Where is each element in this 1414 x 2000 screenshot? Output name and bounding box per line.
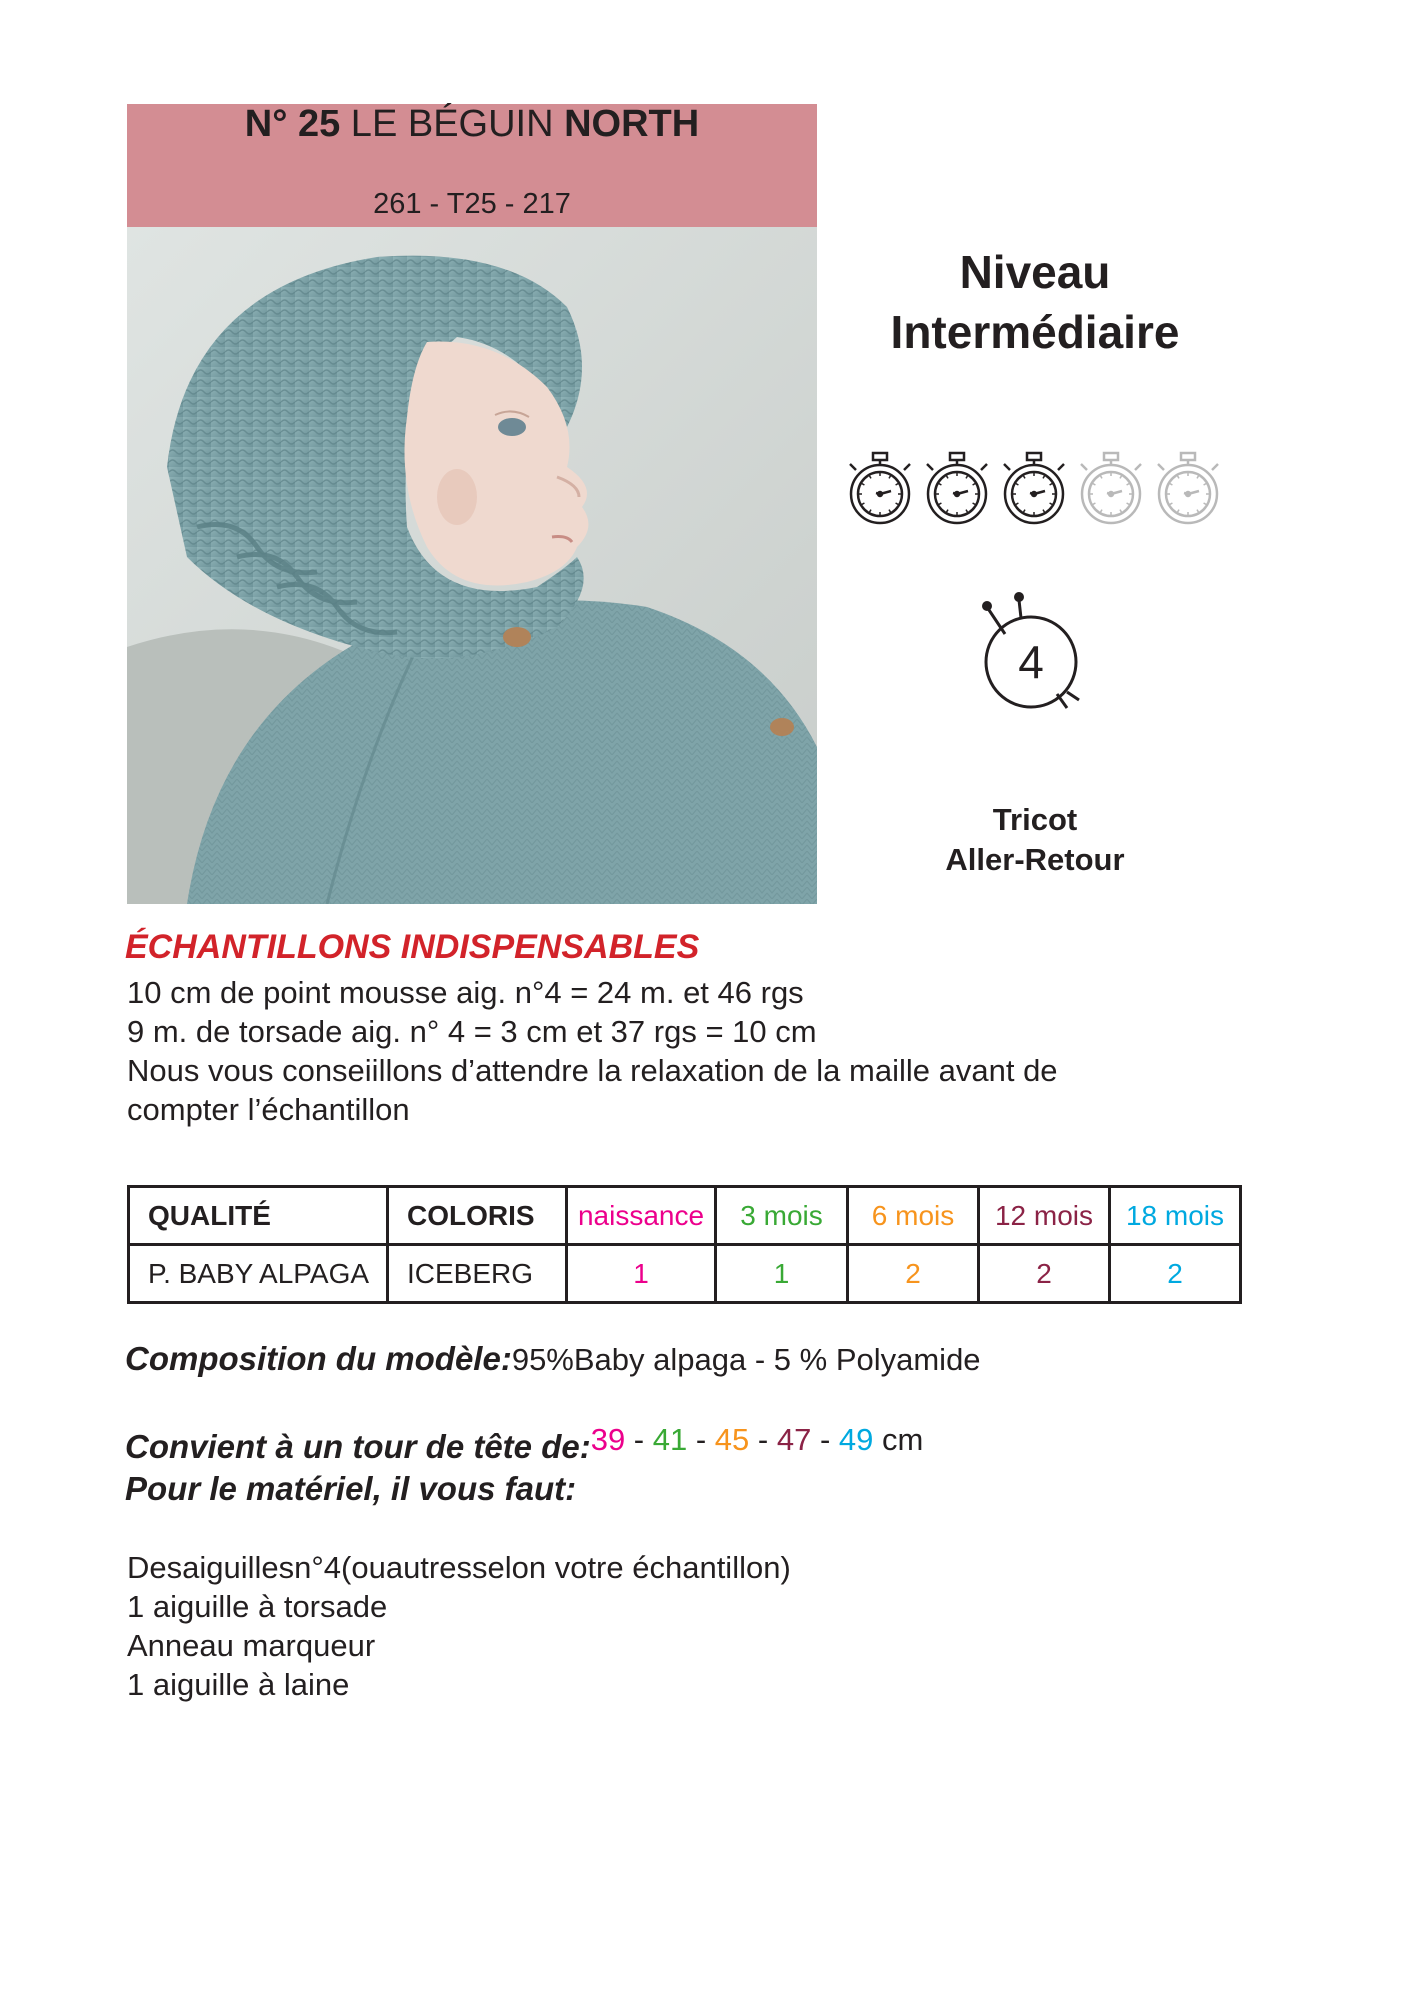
- needle-size: 4: [1018, 636, 1044, 688]
- yarn-quantity-table: [127, 1185, 1242, 1304]
- composition-label: Composition du modèle:: [125, 1340, 512, 1377]
- header-size: 6 mois: [848, 1187, 979, 1245]
- material-item: 1 aiguille à laine: [127, 1667, 350, 1702]
- head-size-value: 49: [838, 1422, 874, 1457]
- head-size-value: 45: [714, 1422, 750, 1457]
- cell-qty: 1: [716, 1245, 848, 1303]
- pattern-name-bold: NORTH: [564, 103, 700, 145]
- technique-line1: Tricot: [992, 802, 1078, 837]
- gauge-title: ÉCHANTILLONS INDISPENSABLES: [125, 928, 700, 966]
- head-size-value: 39: [590, 1422, 626, 1457]
- cell-qty: 2: [979, 1245, 1110, 1303]
- technique: [880, 800, 1190, 880]
- composition: [125, 1340, 981, 1378]
- baby-bonnet-photo: [127, 227, 817, 904]
- header-size: 18 mois: [1110, 1187, 1241, 1245]
- header-size: naissance: [567, 1187, 716, 1245]
- header-color: COLORIS: [388, 1187, 567, 1245]
- table-header-row: [129, 1187, 1241, 1245]
- pattern-title: [127, 104, 817, 144]
- time-rating: [842, 448, 1232, 528]
- cell-color: ICEBERG: [388, 1245, 567, 1303]
- head-size-values: [591, 1422, 924, 1457]
- title-band: [127, 104, 817, 227]
- stopwatch-icon: [1158, 453, 1218, 523]
- material-item: Anneau marqueur: [127, 1628, 376, 1663]
- stopwatch-icon: [850, 453, 910, 523]
- head-size-value: 47: [776, 1422, 812, 1457]
- composition-value: 95%Baby alpaga - 5 % Polyamide: [511, 1342, 981, 1377]
- head-size-sep: -: [811, 1422, 839, 1457]
- head-size-sep: -: [687, 1422, 715, 1457]
- pattern-name: LE BÉGUIN: [340, 103, 565, 145]
- header-size: 12 mois: [979, 1187, 1110, 1245]
- stopwatch-icon: [1004, 453, 1064, 523]
- gauge-line: 9 m. de torsade aig. n° 4 = 3 cm et 37 rgs = 10 cm: [127, 1014, 817, 1049]
- technique-line2: Aller-Retour: [945, 842, 1125, 877]
- head-size: [125, 1420, 924, 1465]
- head-size-label: Convient à un tour de tête de:: [125, 1428, 591, 1465]
- head-size-sep: -: [749, 1422, 777, 1457]
- material-item: 1 aiguille à torsade: [127, 1589, 388, 1624]
- material-label: Pour le matériel, il vous faut:: [125, 1470, 577, 1507]
- difficulty-level: [850, 242, 1220, 362]
- cell-qty: 2: [1110, 1245, 1241, 1303]
- material-item: Desaiguillesn°4(ouautresselon votre échantillon): [127, 1550, 791, 1585]
- pattern-number: N° 25: [244, 103, 341, 145]
- stopwatch-icon: [1081, 453, 1141, 523]
- cell-quality: P. BABY ALPAGA: [129, 1245, 388, 1303]
- head-size-unit: cm: [873, 1422, 924, 1457]
- cell-qty: 1: [567, 1245, 716, 1303]
- level-value: Intermédiaire: [890, 306, 1180, 358]
- stopwatch-icon: [927, 453, 987, 523]
- cell-qty: 2: [848, 1245, 979, 1303]
- head-size-value: 41: [652, 1422, 688, 1457]
- level-label: Niveau: [959, 246, 1111, 298]
- header-size: 3 mois: [716, 1187, 848, 1245]
- table-row: [129, 1245, 1241, 1303]
- knitting-needle-icon: [975, 592, 1095, 712]
- pattern-reference: 261 - T25 - 217: [373, 188, 571, 220]
- gauge-line: Nous vous conseiillons d’attendre la relaxation de la maille avant de: [127, 1053, 1058, 1088]
- gauge-line: 10 cm de point mousse aig. n°4 = 24 m. et 46 rgs: [127, 975, 804, 1010]
- gauge-line: compter l’échantillon: [127, 1092, 410, 1127]
- header-quality: QUALITÉ: [129, 1187, 388, 1245]
- head-size-sep: -: [625, 1422, 653, 1457]
